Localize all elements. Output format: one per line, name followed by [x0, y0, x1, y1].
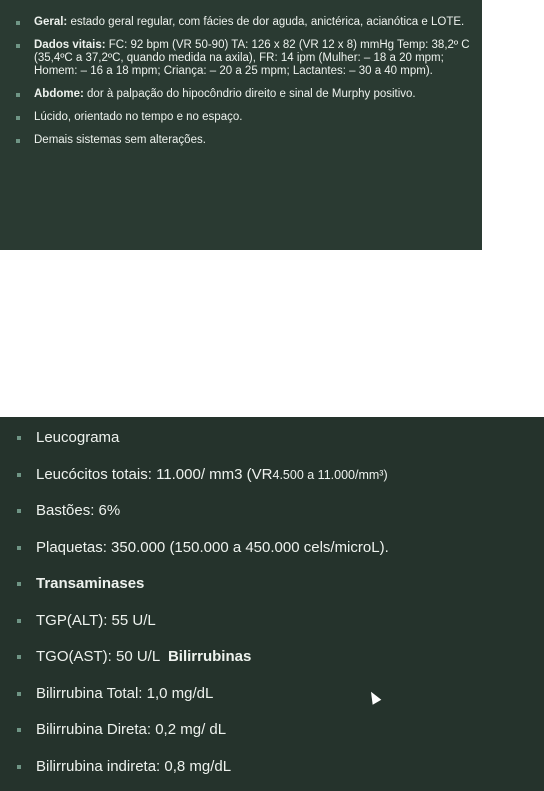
exam-list: [12, 16, 470, 147]
bullet-icon: [17, 546, 21, 550]
list-item: [10, 612, 534, 630]
list-item: [12, 16, 470, 29]
lab-list: [10, 429, 534, 776]
list-item: [10, 685, 534, 703]
list-item: [12, 111, 470, 124]
list-item: [12, 39, 470, 78]
bullet-icon: [17, 692, 21, 696]
list-item: [12, 88, 470, 101]
bullet-icon: [17, 728, 21, 732]
item-text: Leucócitos totais: 11.000/ mm3 (VR: [36, 465, 273, 483]
item-text: Bilirrubina indireta: 0,8 mg/dL: [36, 757, 232, 775]
list-item: [12, 134, 470, 147]
bullet-icon: [16, 139, 20, 143]
item-heading: Transaminases: [36, 575, 145, 592]
slide-exame-fisico: [0, 0, 482, 250]
item-text: Bilirrubina Direta: 0,2 mg/ dL: [36, 721, 227, 738]
bullet-icon: [16, 44, 20, 48]
bullet-icon: [17, 436, 21, 440]
item-text: Demais sistemas sem alterações.: [34, 134, 206, 146]
item-text: dor à palpação do hipocôndrio direito e sinal de Murphy positivo.: [83, 88, 416, 100]
item-label: Geral:: [34, 16, 68, 28]
list-item: [10, 539, 534, 557]
item-heading: Bilirrubinas: [167, 648, 252, 665]
bullet-icon: [17, 582, 21, 586]
bullet-icon: [17, 655, 21, 659]
item-text: Bilirrubina Total: 1,0 mg/dL: [36, 684, 214, 702]
item-text: Plaquetas: 350.000 (150.000 a 450.000 cels/microL).: [36, 538, 389, 556]
list-item: [10, 429, 534, 447]
item-text: TGP(ALT): 55 U/L: [36, 611, 156, 629]
list-item: [10, 721, 534, 739]
list-item: [10, 575, 534, 593]
bullet-icon: [17, 765, 21, 769]
bullet-icon: [17, 619, 21, 623]
item-text: Bastões: 6%: [36, 502, 121, 519]
item-text: FC: 92 bpm (VR 50-90) TA: 126 x 82 (VR 12 x 8) mmHg Temp: 38,2º C (35,4ºC a 37,2ºC, quando medida na axila), FR: 14 ipm (Mulher: – 18 a 20 mpm; Homem: – 16 a 18 mpm; Criança: – 20 a 25 mpm; Lactantes: – 30 a 40 mpm).: [34, 39, 470, 77]
item-text: Lúcido, orientado no tempo e no espaço.: [34, 111, 243, 123]
item-text-small: 4.500 a 11.000/mm³): [272, 467, 388, 482]
bullet-icon: [17, 473, 21, 477]
bullet-icon: [16, 21, 20, 25]
bullet-icon: [16, 93, 20, 97]
item-text: TGO(AST): 50 U/L: [36, 648, 168, 665]
item-text: estado geral regular, com fácies de dor aguda, anictérica, acianótica e LOTE.: [67, 16, 465, 28]
item-label: Abdome:: [34, 88, 84, 100]
bullet-icon: [16, 116, 20, 120]
slide-exames-laboratoriais: [0, 417, 544, 791]
bullet-icon: [17, 509, 21, 513]
list-item: [10, 502, 534, 520]
list-item: [10, 466, 534, 484]
item-text: Leucograma: [36, 429, 120, 446]
list-item: [10, 758, 534, 776]
list-item: [10, 648, 534, 666]
item-label: Dados vitais:: [34, 39, 106, 51]
